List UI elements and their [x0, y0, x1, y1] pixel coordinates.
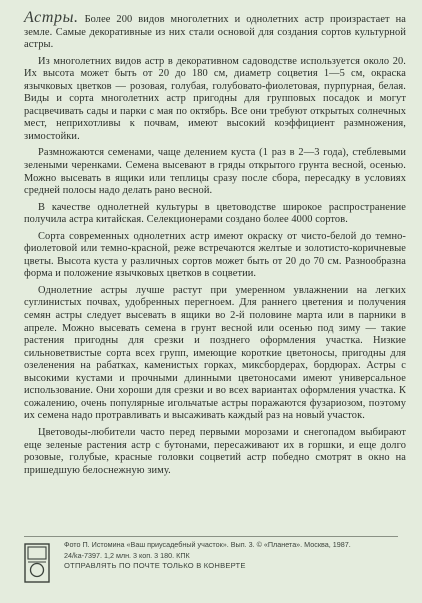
paragraph-5: Сорта современных однолетних астр имеют окраску от чисто-белой до темно-фиолетовой или темно-красной, реже встречаются желтые и золотисто-коричневые цветы. Высота куста у различных сортов может быть от 20 до 70 см. Разнообразна форма и положение язычковых цветков в соцветии.: [24, 230, 406, 280]
article-title: Астры.: [24, 9, 79, 26]
paragraph-6: Однолетние астры лучше растут при умеренном увлажнении на легких суглинистых почвах, удобренных перегноем. Для раннего цветения и получения семян астры следует высевать в ящики во 2-й половине марта или в парники в апреле. Можно высевать семена в грунт весной или осенью под зиму — такие растения пригодны для срезки и позднего оформления участка. Низкие сильноветвистые сорта всех групп, имеющие короткие цветоносы, пригодны для озеленения на рабатках, каменистых горках, миксбордерах, бордюрах. Астры с высокими кустами и прочными длинными цветоносами имеют универсальное использование. Они хороши для срезки и во всех вариантах оформления участка. К сожалению, очень популярные игольчатые астры поражаются фузариозом, поэтому их семена надо протравливать и высаживать каждый раз на новый участок.: [24, 284, 406, 422]
mailing-notice: ОТПРАВЛЯТЬ ПО ПОЧТЕ ТОЛЬКО В КОНВЕРТЕ: [64, 561, 246, 570]
paragraph-1-text: Более 200 видов многолетних и однолетних астр произрастает на земле. Самые декоративные из них стали основой для создания сортов культурной астры.: [24, 14, 406, 51]
paragraph-3: Размножаются семенами, чаще делением куста (1 раз в 2—3 года), стеблевыми зелеными черенками. Семена высевают в гряды открытого грунта весной, осенью. Можно высевать в ящики или теплицы сразу после сбора, пересадку в условиях средней полосы надо делать рано весной.: [24, 147, 406, 197]
imprint-text: [64, 540, 404, 572]
paragraph-2: Из многолетних видов астр в декоративном садоводстве используется около 20. Их высота может быть от 20 до 180 см, диаметр соцветия 1—5 см, окраска язычковых цветков — розовая, голубая, голубовато-фиолетовая, пурпурная, белая. Виды и сорта многолетних астр пригодны для групповых посадок и могут расцвечивать сады и парки с мая по октябрь. Все они требуют открытых солнечных мест, неприхотливы к почвам, имеют высокий коэффициент размножения, зимостойки.: [24, 55, 406, 142]
footer-divider: [24, 536, 398, 537]
paragraph-1: [24, 9, 406, 52]
publisher-logo-icon: [24, 543, 50, 583]
paragraph-7: Цветоводы-любители часто перед первыми морозами и снегопадом выбирают еще зеленые растения астр с бутонами, пересаживают их в горшки, и еще долго розовые, голубые, красные головки соцветий астр победно смотрят в окно на пришедшую белоснежную зиму.: [24, 426, 406, 476]
article: [24, 9, 406, 481]
photo-credit: Фото П. Истомина «Ваш приусадебный участок». Вып. 3. © «Планета». Москва, 1987.: [64, 540, 351, 549]
print-info: 24/ka-7397. 1,2 млн. 3 коп. 3 180. КПК: [64, 550, 190, 560]
paragraph-4: В качестве однолетней культуры в цветоводстве широкое распространение получила астра китайская. Селекционерами создано более 4000 сортов.: [24, 201, 406, 226]
